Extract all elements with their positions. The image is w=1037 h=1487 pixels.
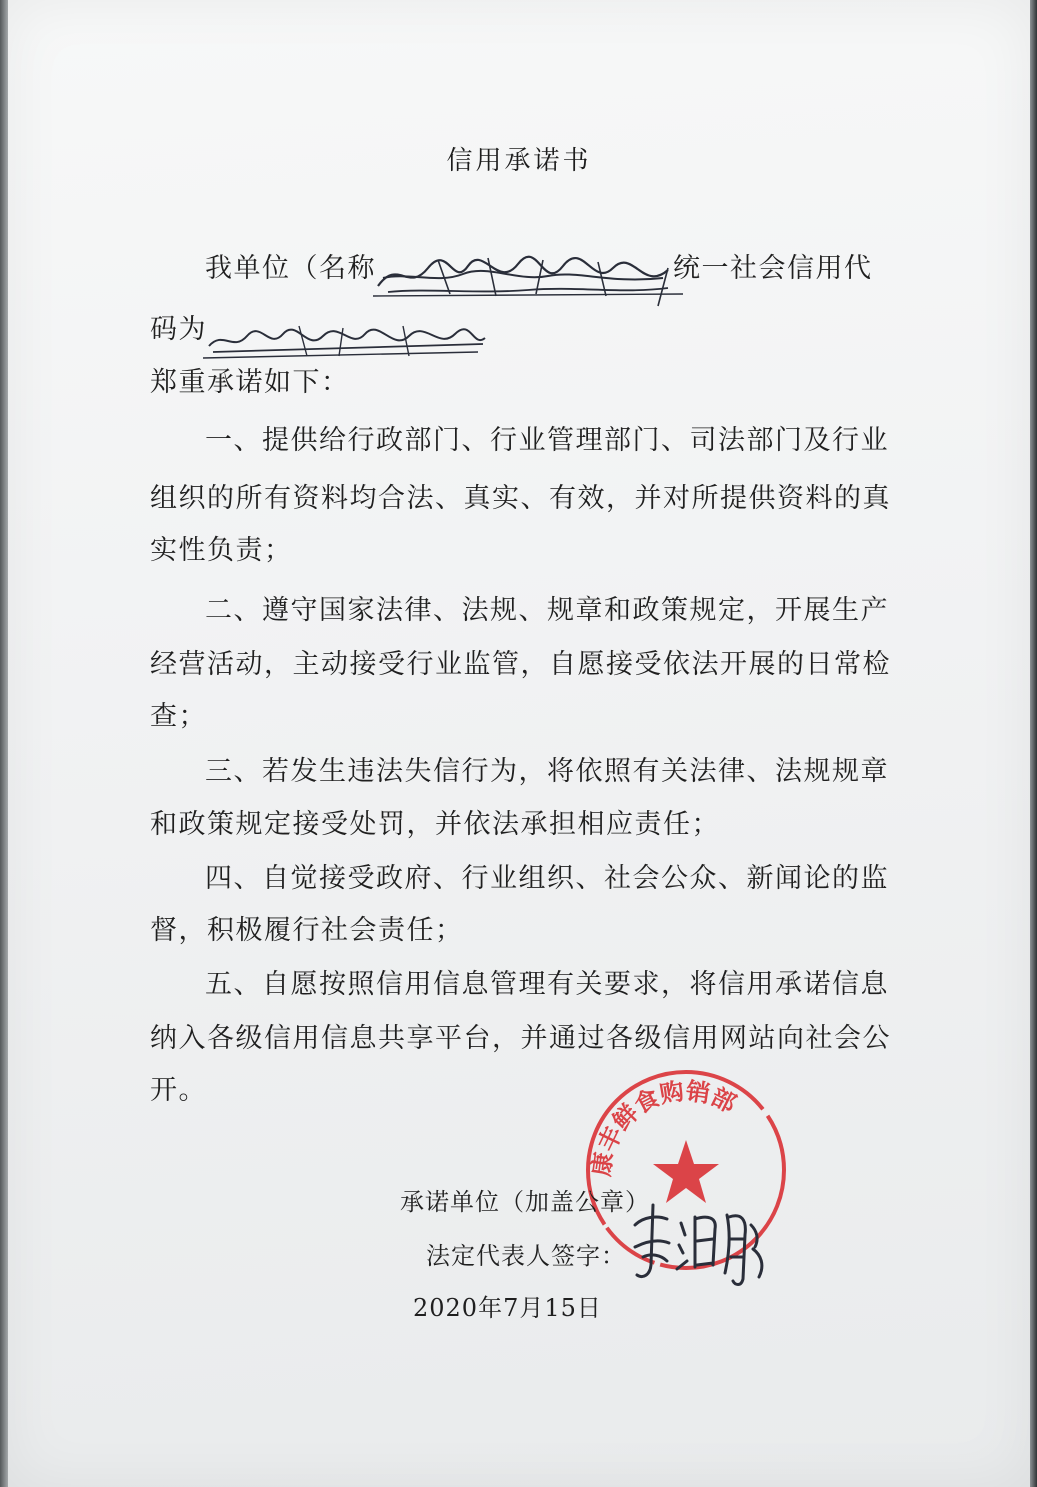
clause-5-line-3: 开。 [150, 1075, 207, 1106]
clause-1-line-1: 一、提供给行政部门、行业管理部门、司法部门及行业 [205, 425, 889, 456]
seal-star-icon [653, 1140, 719, 1203]
seal-text: 康丰鲜食购销部 [586, 1075, 741, 1179]
signing-date: 2020年7月15日 [413, 1294, 602, 1322]
backdrop-right-edge [1029, 0, 1037, 1487]
intro-line-2-prefix: 码为 [150, 314, 207, 345]
redacted-unit-name-scribble [368, 248, 688, 308]
clause-1-line-3: 实性负责； [150, 535, 293, 566]
clause-3-line-1: 三、若发生违法失信行为，将依照有关法律、法规规章 [205, 756, 889, 787]
redacted-credit-code-scribble [203, 316, 493, 362]
clause-4-line-2: 督，积极履行社会责任； [150, 915, 464, 946]
clause-2-line-2: 经营活动，主动接受行业监管，自愿接受依法开展的日常检 [150, 649, 891, 680]
intro-line-3: 郑重承诺如下： [150, 367, 350, 398]
clause-5-line-1: 五、自愿按照信用信息管理有关要求，将信用承诺信息 [205, 969, 889, 1000]
clause-4-line-1: 四、自觉接受政府、行业组织、社会公众、新闻论的监 [205, 863, 889, 894]
intro-line-1-suffix: 统一社会信用代 [673, 253, 873, 284]
paper-sheet [8, 0, 1030, 1487]
commitment-unit-label: 承诺单位（加盖公章） [400, 1188, 650, 1216]
clause-1-line-2: 组织的所有资料均合法、真实、有效，并对所提供资料的真 [150, 483, 891, 514]
clause-2-line-3: 查； [150, 701, 207, 732]
document-title: 信用承诺书 [446, 146, 592, 176]
intro-line-1-prefix: 我单位（名称 [205, 253, 376, 284]
clause-5-line-2: 纳入各级信用信息共享平台，并通过各级信用网站向社会公 [150, 1023, 891, 1054]
handwritten-signature [623, 1195, 773, 1290]
clause-2-line-1: 二、遵守国家法律、法规、规章和政策规定，开展生产 [205, 595, 889, 626]
legal-representative-label: 法定代表人签字： [426, 1242, 626, 1270]
clause-3-line-2: 和政策规定接受处罚，并依法承担相应责任； [150, 809, 720, 840]
